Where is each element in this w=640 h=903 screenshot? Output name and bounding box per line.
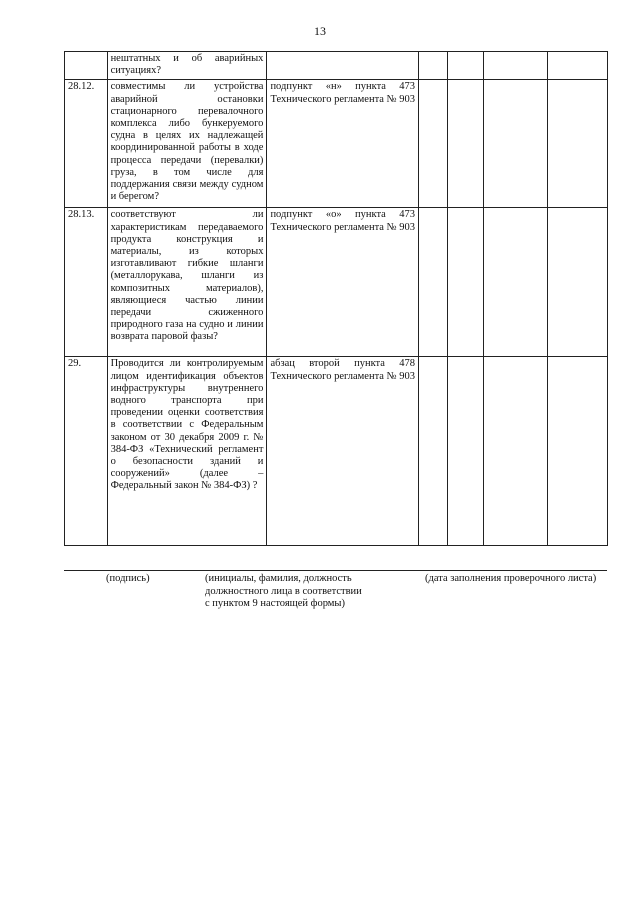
answer-no-cell[interactable] xyxy=(448,80,484,208)
item-question: соответствуют ли характеристикам передаваемого продукта конструкция и материалы, из которых изготавливают гибкие шланги (металлорукава, шланги из композитных материалов), являющиеся частью линии передачи сжиженного природного газа на судно и линии возврата паровой фазы? xyxy=(107,208,267,357)
table-row xyxy=(65,357,608,546)
item-number: 28.13. xyxy=(65,208,108,357)
answer-no-cell[interactable] xyxy=(448,357,484,546)
note-cell[interactable] xyxy=(547,357,607,546)
note-cell[interactable] xyxy=(547,52,607,80)
table-row xyxy=(65,208,608,357)
inspector-name-label: (инициалы, фамилия, должность должностного лица в соответствии с пунктом 9 настоящей формы) xyxy=(205,573,362,609)
item-question: Проводится ли контролируемым лицом идентификация объектов инфраструктуры внутреннего водного транспорта при проведении оценки соответствия в соответствии с Федеральным законом от 30 декабря 2009 г. № 384-ФЗ «Технический регламент о безопасности зданий и сооружений» (далее – Федеральный закон № 384-ФЗ) ? xyxy=(107,357,267,546)
fill-date-label: (дата заполнения проверочного листа) xyxy=(425,573,597,584)
checklist-table xyxy=(64,51,608,546)
item-reference: подпункт «о» пункта 473 Технического регламента № 903 xyxy=(267,208,419,357)
note-cell[interactable] xyxy=(547,208,607,357)
page-number: 13 xyxy=(314,24,326,38)
signature-line xyxy=(64,570,607,571)
answer-yes-cell[interactable] xyxy=(419,52,448,80)
answer-na-cell[interactable] xyxy=(484,208,547,357)
item-number xyxy=(65,52,108,80)
item-reference xyxy=(267,52,419,80)
item-reference: абзац второй пункта 478 Технического регламента № 903 xyxy=(267,357,419,546)
item-reference: подпункт «н» пункта 473 Технического регламента № 903 xyxy=(267,80,419,208)
table-row xyxy=(65,52,608,80)
item-number: 28.12. xyxy=(65,80,108,208)
answer-na-cell[interactable] xyxy=(484,80,547,208)
answer-no-cell[interactable] xyxy=(448,52,484,80)
answer-no-cell[interactable] xyxy=(448,208,484,357)
signature-label: (подпись) xyxy=(106,573,150,584)
item-question: нештатных и об аварийных ситуациях? xyxy=(107,52,267,80)
answer-yes-cell[interactable] xyxy=(419,208,448,357)
item-number: 29. xyxy=(65,357,108,546)
table-row xyxy=(65,80,608,208)
answer-yes-cell[interactable] xyxy=(419,357,448,546)
answer-na-cell[interactable] xyxy=(484,357,547,546)
answer-na-cell[interactable] xyxy=(484,52,547,80)
answer-yes-cell[interactable] xyxy=(419,80,448,208)
note-cell[interactable] xyxy=(547,80,607,208)
item-question: совместимы ли устройства аварийной остановки стационарного перевалочного комплекса либо бункеруемого судна в целях их надлежащей координированной работы в ходе процесса передачи (перевалки) груза, в том числе для поддержания связи между судном и берегом? xyxy=(107,80,267,208)
